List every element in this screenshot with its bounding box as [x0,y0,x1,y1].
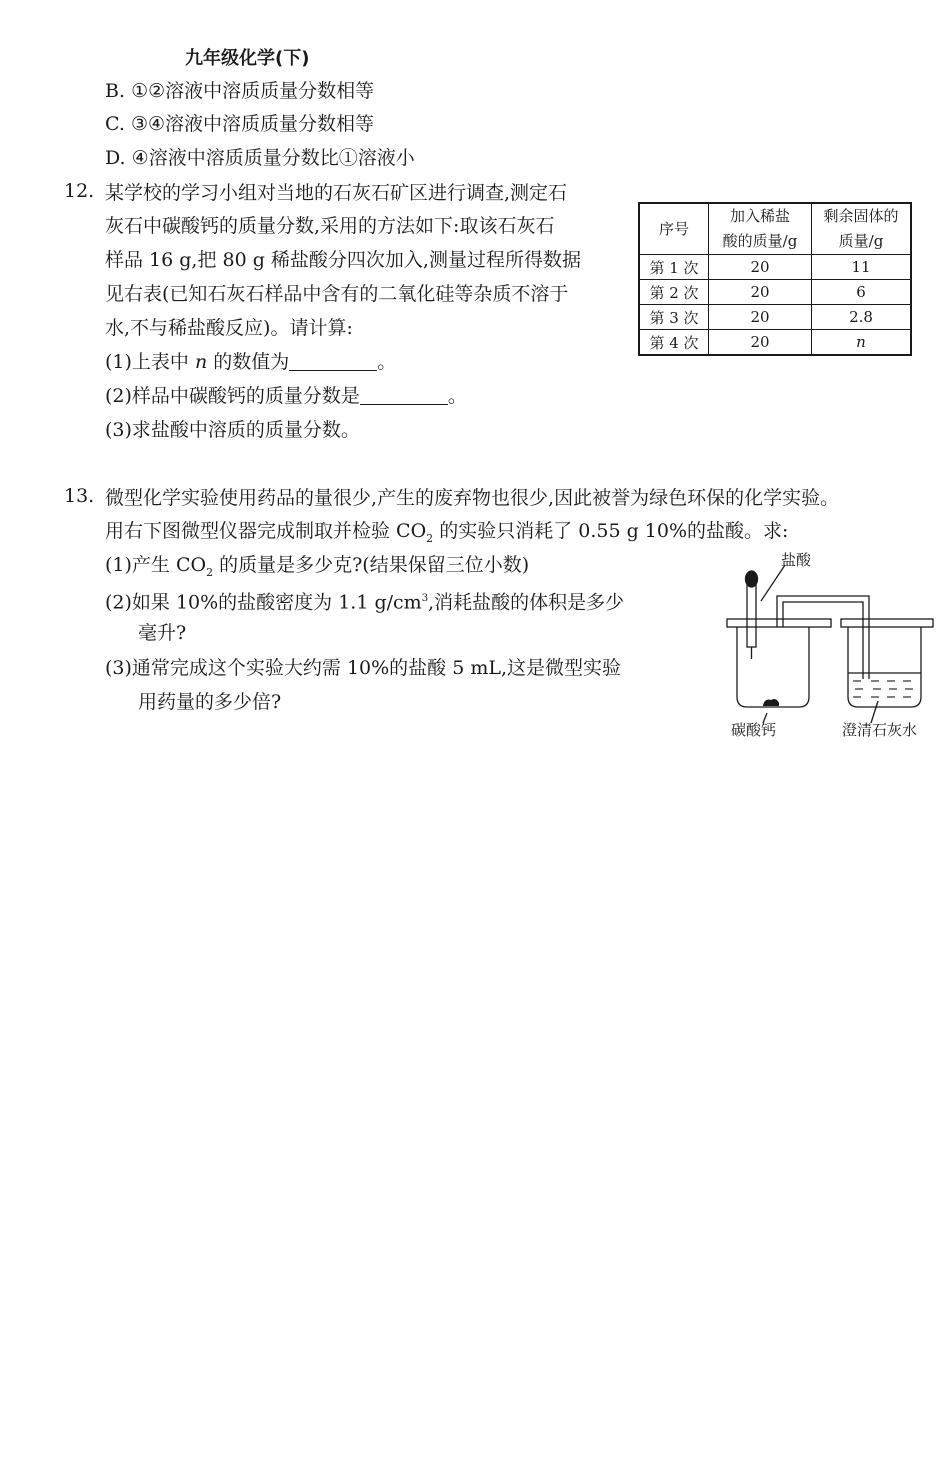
q13-sub1-pre: (1)产生 CO [105,554,207,576]
table-row [639,330,911,356]
dropper-bulb [746,571,758,587]
table-cell: 20 [709,305,812,330]
q12-stem-line-5: 水,不与稀盐酸反应)。请计算: [105,317,353,339]
table-cell: 第 4 次 [639,330,709,356]
limewater-vessel [848,627,921,707]
reaction-vessel [737,627,809,707]
answer-blank[interactable] [360,385,448,405]
q12-sub2-end: 。 [447,385,467,407]
table-header-solid-1: 剩余固体的 [812,203,912,229]
table-cell: 20 [709,280,812,305]
table-row [639,305,911,330]
q13-stem-line-2 [105,518,788,552]
dropper-tube [747,585,756,647]
q12-sub1-prefix: (1)上表中 [105,351,195,373]
q12-stem-line-2: 灰石中碳酸钙的质量分数,采用的方法如下:取该石灰石 [105,215,555,237]
q13-sub2-pre: (2)如果 10%的盐酸密度为 1.1 g/cm [105,591,422,614]
label-acid: 盐酸 [781,551,812,569]
table-cell: 20 [709,330,812,356]
table-cell: 6 [812,280,912,305]
label-limewater: 澄清石灰水 [842,721,918,739]
subscript: 2 [206,565,214,579]
q13-sub-3: (3)通常完成这个实验大约需 10%的盐酸 5 mL,这是微型实验 [105,657,622,679]
q12-stem-line-3: 样品 16 g,把 80 g 稀盐酸分四次加入,测量过程所得数据 [105,249,581,271]
table-cell: 第 1 次 [639,255,709,280]
q13-line2-pre: 用右下图微型仪器完成制取并检验 CO [105,520,427,542]
option-label: B. [105,80,126,102]
q12-number: 12. [64,180,95,202]
variable-n: n [194,351,208,373]
q13-sub-2-cont: 毫升? [138,622,187,644]
q13-line2-post: 的实验只消耗了 0.55 g 10%的盐酸。求: [433,520,789,542]
table-cell: 2.8 [812,305,912,330]
subscript: 2 [426,531,434,545]
page-header: 九年级化学(下) [185,48,310,69]
table-cell: n [812,330,912,356]
q13-sub-1 [105,552,529,586]
q13-sub-2 [105,586,624,615]
table-cell: 11 [812,255,912,280]
q12-sub1-end: 。 [377,351,397,373]
q12-sub-1 [105,349,396,375]
q12-sub2-text: (2)样品中碳酸钙的质量分数是 [105,385,360,407]
q13-stem-line-1: 微型化学实验使用药品的量很少,产生的废弃物也很少,因此被誉为绿色环保的化学实验。 [105,487,840,509]
table-cell: 20 [709,255,812,280]
q12-stem-line-4: 见右表(已知石灰石样品中含有的二氧化硅等杂质不溶于 [105,283,569,305]
option-label: C. [105,113,125,135]
table-header-index: 序号 [639,203,709,255]
micro-apparatus-figure [715,545,940,745]
q13-sub1-post: 的质量是多少克?(结果保留三位小数) [213,554,530,576]
vessel-lid [841,619,933,627]
q12-sub-3: (3)求盐酸中溶质的质量分数。 [105,419,360,441]
label-caco3: 碳酸钙 [731,721,777,739]
table-cell: 第 2 次 [639,280,709,305]
q13-sub2-post: ,消耗盐酸的体积是多少 [428,591,625,614]
q11-option-d [105,145,415,171]
q12-data-table [638,202,912,356]
option-text: ①②溶液中溶质质量分数相等 [131,80,375,102]
q12-sub-2 [105,383,467,409]
delivery-tube [777,596,869,679]
calcium-carbonate-solid [763,699,779,706]
table-row [639,255,911,280]
vessel-lid [727,619,831,627]
table-header-acid-1: 加入稀盐 [709,203,812,229]
table-row [639,280,911,305]
table-header-solid-2: 质量/g [812,229,912,255]
option-text: ④溶液中溶质质量分数比①溶液小 [131,147,415,169]
option-text: ③④溶液中溶质质量分数相等 [130,113,375,135]
q13-sub-3-cont: 用药量的多少倍? [138,691,282,713]
q12-stem-line-1: 某学校的学习小组对当地的石灰石矿区进行调查,测定石 [105,182,568,204]
superscript: 3 [421,593,429,604]
q12-sub1-text: 的数值为 [207,351,290,373]
q11-option-c [105,111,374,137]
table-header-acid-2: 酸的质量/g [709,229,812,255]
q13-number: 13. [64,485,95,507]
table-cell: 第 3 次 [639,305,709,330]
limewater-leader-line [871,701,878,723]
answer-blank[interactable] [289,351,377,371]
q11-option-b [105,78,374,104]
limewater-liquid [853,681,913,697]
option-label: D. [105,147,126,169]
